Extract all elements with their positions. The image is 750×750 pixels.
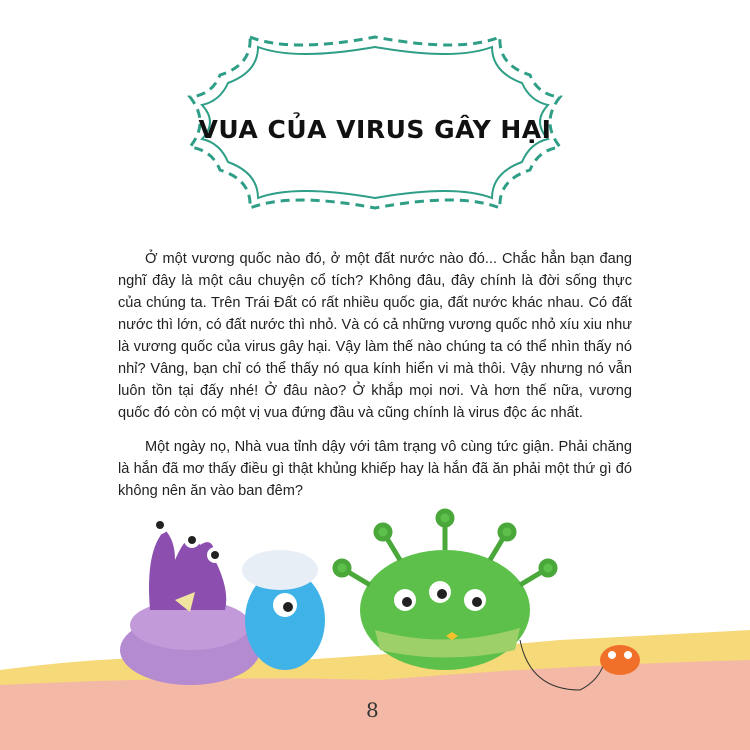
purple-virus (120, 516, 260, 685)
blue-virus (242, 550, 325, 670)
paragraph-1: Ở một vương quốc nào đó, ở một đất nước nào đó... Chắc hẳn bạn đang nghĩ đây là một câu chuyện cổ tích? Không đâu, đây chính là đời sống thực của chúng ta. Trên Trái Đất có rất nhiều quốc gia, đất nước khác nhau. Có đất nước thì lớn, có đất nước thì nhỏ. Và có cả những vương quốc nhỏ xíu xiu như là vương quốc của virus gây hại. Vậy làm thế nào chúng ta có thể nhìn thấy nó nhỉ? Vâng, bạn chỉ có thể thấy nó qua kính hiển vi mà thôi. Vậy nhưng nó vẫn luôn tồn tại đấy nhé! Ở đâu nào? Ở khắp mọi nơi. Và hơn thế nữa, vương quốc đó còn có một vị vua đứng đầu và cũng chính là virus độc ác nhất. (118, 251, 632, 421)
page-number: 8 (366, 698, 379, 722)
paragraph-2: Một ngày nọ, Nhà vua tỉnh dậy với tâm trạng vô cùng tức giận. Phải chăng là hắn đã mơ thấy điều gì thật khủng khiếp hay là hắn đã ăn phải một thứ gì đó không nên ăn vào ban đêm? (118, 439, 632, 499)
page-title: VUA CỦA VIRUS GÂY HẠI (198, 115, 552, 144)
story-text (118, 248, 632, 514)
